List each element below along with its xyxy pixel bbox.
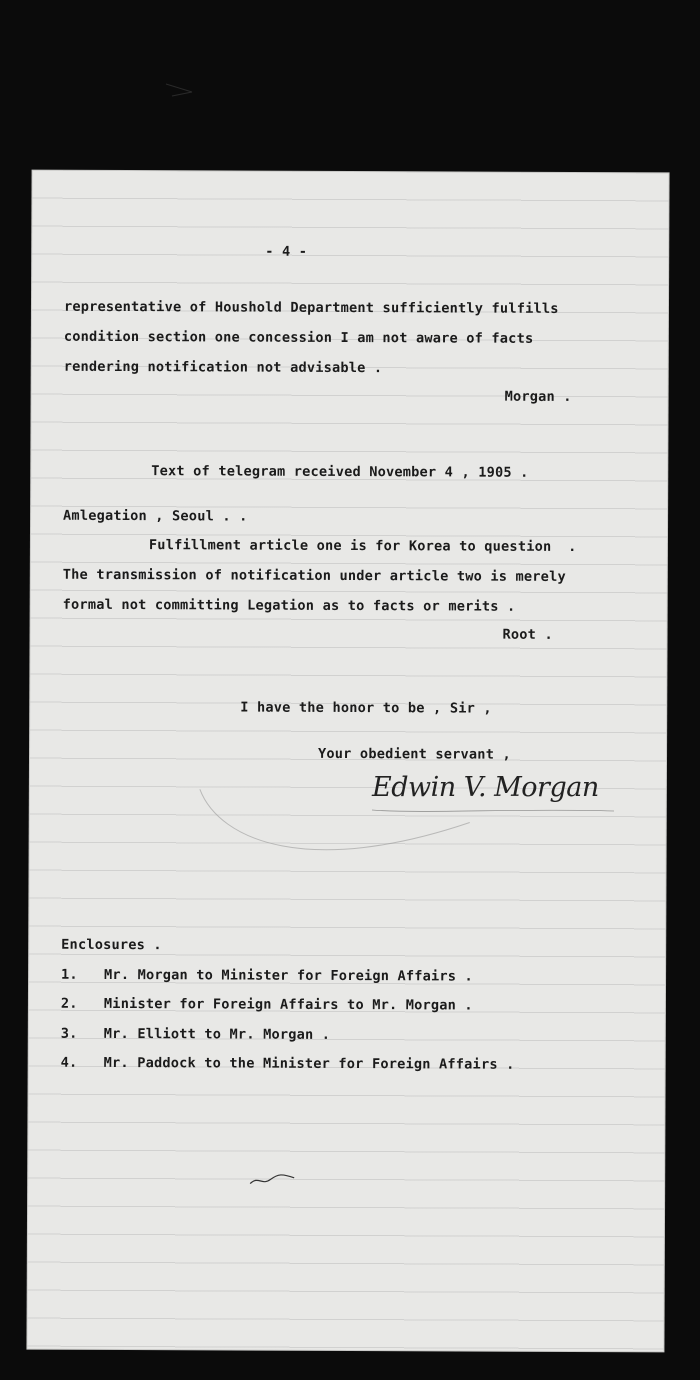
enclosures-heading: Enclosures . [61,936,162,954]
closing-honor-line: I have the honor to be , Sir , [240,699,492,717]
enclosure-number: 3. [60,1025,78,1042]
enclosure-text: Mr. Morgan to Minister for Foreign Affairs . [104,966,474,985]
enclosure-text: Minister for Foreign Affairs to Mr. Morgan . [103,995,473,1014]
telegram-line-3: formal not committing Legation as to facts or merits . [62,596,516,615]
telegram-heading: Text of telegram received November 4 , 1905 . [151,463,529,481]
document-page [27,171,668,1352]
telegram-address: Amlegation , Seoul . . [63,507,248,525]
dispatch-line-2: condition section one concession I am not aware of facts [63,328,534,347]
closing-servant-line: Your obedient servant , [317,745,511,763]
telegram-line-2: The transmission of notification under article two is merely [62,566,566,585]
telegram-signature-root: Root . [502,626,553,643]
enclosure-number: 1. [61,966,78,983]
corner-scratch-mark [162,80,198,100]
dispatch-line-3: rendering notification not advisable . [63,358,383,377]
enclosure-number: 2. [60,995,78,1012]
handwritten-signature [372,772,599,803]
enclosure-number: 4. [60,1054,78,1071]
signature-underline-stroke [368,806,618,816]
signature-text: Edwin V. Morgan [372,772,599,803]
enclosure-text: Mr. Paddock to the Minister for Foreign Affairs . [103,1054,515,1073]
telegram-line-1: Fulfillment article one is for Korea to question . [148,537,577,555]
pen-squiggle-mark [248,1170,298,1190]
enclosure-text: Mr. Elliott to Mr. Morgan . [103,1025,331,1043]
page-number: - 4 - [265,243,308,260]
dispatch-signature-morgan: Morgan . [504,388,572,405]
dispatch-line-1: representative of Houshold Department sufficiently fulfills [63,298,559,317]
